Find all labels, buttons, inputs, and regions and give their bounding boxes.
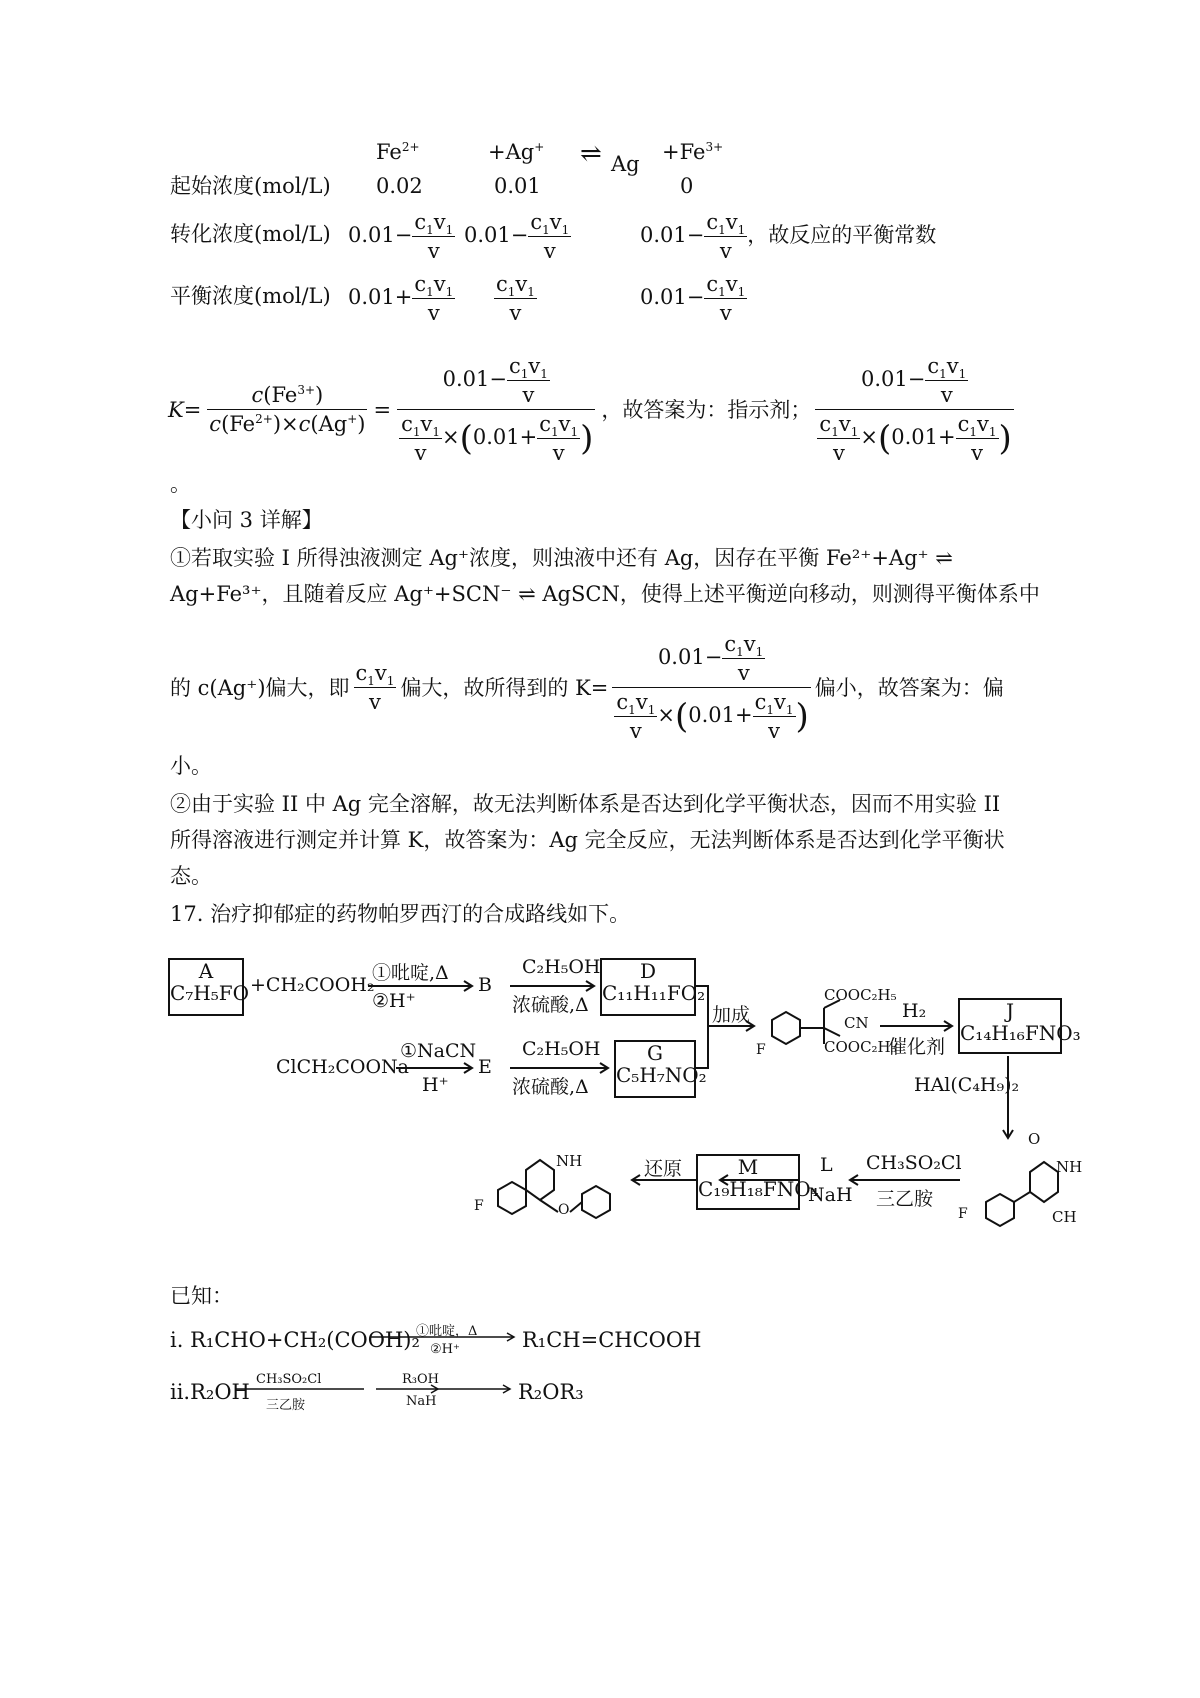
reagent-malonic: +CH₂COOH₂ (250, 974, 375, 996)
ester-top: COOC₂H₅ (824, 986, 897, 1004)
product-nh: NH (556, 1152, 583, 1170)
change-ag: 0.01− $\frac{c_1v_1}{v}$ (464, 210, 570, 263)
row-change-label: 转化浓度(mol/L) (170, 222, 331, 246)
reaction-i-right: R₁CH=CHCOOH (522, 1328, 702, 1352)
box-a: A C₇H₅FO (168, 958, 244, 1016)
reaction-i-top: ①吡啶，Δ (416, 1324, 478, 1339)
species-ag-solid: Ag (611, 152, 640, 176)
fluoro-1: F (756, 1042, 766, 1058)
cond-catalyst: 催化剂 (888, 1036, 946, 1058)
lactam-nh: NH (1056, 1158, 1083, 1176)
label-l: L (820, 1154, 833, 1176)
cond-reduce: 还原 (644, 1158, 683, 1180)
label-b: B (478, 974, 492, 996)
p1-line4: 小。 (170, 754, 212, 778)
p1-line3: 的 c(Ag⁺)偏大，即 $\frac{c_1v_1}{v}$ 偏大，故所得到的 K= 0.01− $\frac{c_1v_1}{v}$ $\frac{c_1v_1}{v}$ ×(0.01+ $\frac{c_1v_1}{v}$ ) 偏小，故答案为：偏 (170, 632, 1004, 743)
label-e: E (478, 1056, 492, 1078)
cond-mscl: CH₃SO₂Cl (866, 1152, 962, 1174)
synthesis-scheme (160, 940, 1083, 1250)
cond3-top: ①NaCN (400, 1040, 477, 1062)
box-m: M C₁₉H₁₈FNO₄ (696, 1154, 800, 1210)
section3-heading: 【小问 3 详解】 (170, 508, 323, 532)
known-label: 已知： (170, 1284, 233, 1308)
cond4-top: C₂H₅OH (522, 1038, 601, 1060)
change-fe3: 0.01− $\frac{c_1v_1}{v}$ ，故反应的平衡常数 (640, 210, 937, 263)
cond2-bottom: 浓硫酸,Δ (512, 994, 589, 1016)
reaction-ii-bottom1: 三乙胺 (266, 1398, 306, 1413)
k-expression: K= $\frac{c(Fe^{3+})}{c(Fe^{2+})\times c(Ag^+)}$ = 0.01− $\frac{c_1v_1}{v}$ $\frac{c_1v_1}{v}$ ×(0.01+ $\frac{c_1v_1}{v}$ ) ，故答案为：指示剂； 0.01− $\frac{c_1v_1}{v}$ $\frac{c_1v_1}{v}$ ×(0.01+ $\frac{c_1v_1}{v}$ ) (168, 354, 1012, 465)
q17-title: 17. 治疗抑郁症的药物帕罗西汀的合成路线如下。 (170, 902, 631, 926)
lactam-ch: CH (1052, 1208, 1077, 1226)
fluoro-3: F (474, 1198, 484, 1214)
reaction-ii-arrows (236, 1384, 512, 1394)
start-chloroacetate: ClCH₂COONa (276, 1056, 409, 1078)
eq-fe2: 0.01+ $\frac{c_1v_1}{v}$ (348, 272, 454, 325)
initial-ag: 0.01 (494, 174, 541, 198)
change-fe2: 0.01− $\frac{c_1v_1}{v}$ (348, 210, 454, 263)
ester-bottom: COOC₂H₅ (824, 1038, 897, 1056)
reaction-ii-top1: CH₃SO₂Cl (256, 1372, 322, 1387)
ether-o: O (558, 1202, 570, 1218)
species-ag: +Ag+ (488, 140, 545, 164)
cond-nah: NaH (808, 1184, 853, 1206)
row-equilibrium-label: 平衡浓度(mol/L) (170, 284, 331, 308)
cond-tea: 三乙胺 (876, 1188, 934, 1210)
species-fe3: $+Fe^{3+}$ (662, 140, 724, 164)
p2-line1: ②由于实验 II 中 Ag 完全溶解，故无法判断体系是否达到化学平衡状态，因而不用实验 II (170, 792, 1001, 816)
cond3-bottom: H⁺ (422, 1074, 449, 1096)
initial-fe3: 0 (680, 174, 694, 198)
p1-line2: Ag+Fe³⁺，且随着反应 Ag⁺+SCN⁻ ⇌ AgSCN，使得上述平衡逆向移动，则测得平衡体系中 (170, 582, 1040, 606)
cond-dibal: HAl(C₄H₉)₂ (914, 1074, 1020, 1096)
cond1-top: ①吡啶,Δ (372, 962, 449, 984)
reaction-i-left: i. R₁CHO+CH₂(COOH)₂ (170, 1328, 420, 1352)
reaction-i-arrow (370, 1332, 516, 1342)
species-fe2: $Fe^{2+}$ (376, 140, 420, 164)
box-j: J C₁₄H₁₆FNO₃ (958, 998, 1062, 1054)
carbonyl-o: O (1028, 1130, 1041, 1148)
period: 。 (170, 472, 191, 496)
equilibrium-arrow: ⇌ (580, 139, 602, 169)
p2-line3: 态。 (170, 864, 212, 888)
initial-fe2: 0.02 (376, 174, 423, 198)
p2-line2: 所得溶液进行测定并计算 K，故答案为：Ag 完全反应，无法判断体系是否达到化学平衡状 (170, 828, 1005, 852)
row-initial-label: 起始浓度(mol/L) (170, 174, 331, 198)
cond-h2: H₂ (902, 1000, 927, 1022)
reaction-i-bottom: ②H⁺ (430, 1342, 460, 1357)
label-addition: 加成 (712, 1004, 751, 1026)
reaction-ii-top2: R₃OH (402, 1372, 439, 1387)
reaction-ii-left: ii.R₂OH (170, 1380, 250, 1404)
box-d: D C₁₁H₁₁FO₂ (600, 958, 696, 1016)
cond2-top: C₂H₅OH (522, 956, 601, 978)
eq-fe3: 0.01− $\frac{c_1v_1}{v}$ (640, 272, 746, 325)
reaction-ii-right: R₂OR₃ (518, 1380, 584, 1404)
cond4-bottom: 浓硫酸,Δ (512, 1076, 589, 1098)
box-g: G C₅H₇NO₂ (614, 1040, 696, 1098)
cyano: CN (844, 1014, 869, 1032)
known-reaction-i (170, 1320, 730, 1360)
known-reaction-ii (170, 1372, 730, 1412)
reaction-ii-bottom2: NaH (406, 1394, 437, 1409)
p1-line1: ①若取实验 I 所得浊液测定 Ag⁺浓度，则浊液中还有 Ag，因存在平衡 Fe²⁺+Ag⁺ ⇌ (170, 546, 953, 570)
fluoro-2: F (958, 1206, 968, 1222)
eq-ag: $\frac{c_1v_1}{v}$ (496, 272, 535, 325)
cond1-bottom: ②H⁺ (372, 990, 416, 1012)
